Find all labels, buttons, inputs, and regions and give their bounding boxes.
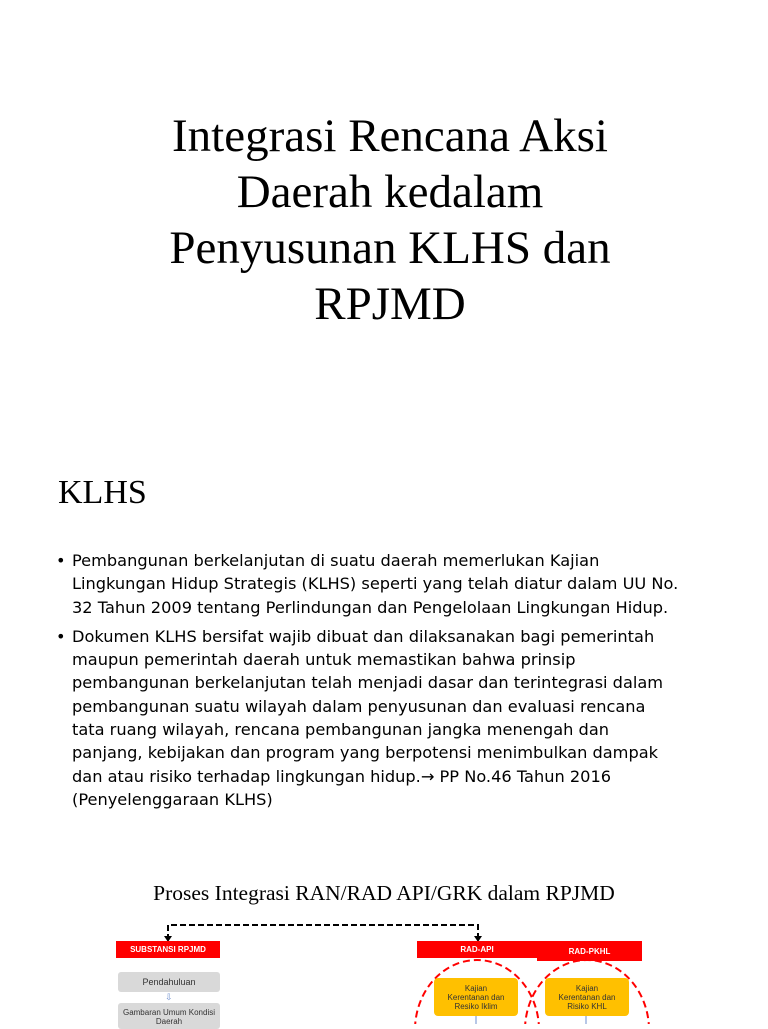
kajian-iklim-box: Kajian Kerentanan dan Resiko Iklim xyxy=(434,978,518,1016)
bullet-line: (Penyelenggaraan KLHS) xyxy=(72,789,273,809)
kajian-khl-box: Kajian Kerentanan dan Risiko KHL xyxy=(545,978,629,1016)
diagram-title: Proses Integrasi RAN/RAD API/GRK dalam RPJMD xyxy=(153,881,615,905)
dashed-connector xyxy=(168,925,478,940)
bullet-line: 32 Tahun 2009 tentang Perlindungan dan Pengelolaan Lingkungan Hidup. xyxy=(72,597,669,617)
gambaran-umum-box: Gambaran Umum Kondisi Daerah xyxy=(118,1003,220,1029)
bullet-line: Pembangunan berkelanjutan di suatu daerah memerlukan Kajian xyxy=(72,551,600,570)
slide-title-line: Daerah kedalam xyxy=(236,166,544,218)
rad-api-bar: RAD-API xyxy=(417,941,537,958)
substansi-rpjmd-bar: SUBSTANSI RPJMD xyxy=(116,941,220,958)
bullet-dot: • xyxy=(56,551,66,570)
slide-title-line: Integrasi Rencana Aksi xyxy=(172,110,608,162)
bullet-item xyxy=(56,625,716,811)
bullet-text xyxy=(72,625,716,811)
bullet-line: pembangunan suatu wilayah dalam penyusunan dan evaluasi rencana xyxy=(72,696,646,716)
bullet-line: dan atau risiko terhadap lingkungan hidup.→ PP No.46 Tahun 2016 xyxy=(72,766,612,786)
klhs-heading: KLHS xyxy=(58,474,147,511)
klhs-bullet-list xyxy=(56,549,716,817)
slide-title-line: Penyusunan KLHS dan xyxy=(169,222,611,274)
rad-pkhl-bar: RAD-PKHL xyxy=(537,941,642,961)
bullet-dot: • xyxy=(56,626,66,646)
bullet-line: pembangunan berkelanjutan telah menjadi dasar dan terintegrasi dalam xyxy=(72,673,664,693)
pendahuluan-box: Pendahuluan xyxy=(118,972,220,992)
bullet-item xyxy=(56,549,716,619)
bullet-line: panjang, kebijakan dan program yang berpotensi menimbulkan dampak xyxy=(72,743,659,763)
slide-title xyxy=(90,108,690,332)
bullet-text xyxy=(72,549,716,619)
bullet-line: Lingkungan Hidup Strategis (KLHS) seperti yang telah diatur dalam UU No. xyxy=(72,574,679,594)
down-arrow-icon: ⇩ xyxy=(165,992,173,1002)
bullet-line: Dokumen KLHS bersifat wajib dibuat dan dilaksanakan bagi pemerintah xyxy=(72,626,655,646)
bullet-line: tata ruang wilayah, rencana pembangunan jangka menengah dan xyxy=(72,720,610,740)
bullet-line: maupun pemerintah daerah untuk memastikan bahwa prinsip xyxy=(72,650,576,670)
slide-title-line: RPJMD xyxy=(314,278,466,330)
